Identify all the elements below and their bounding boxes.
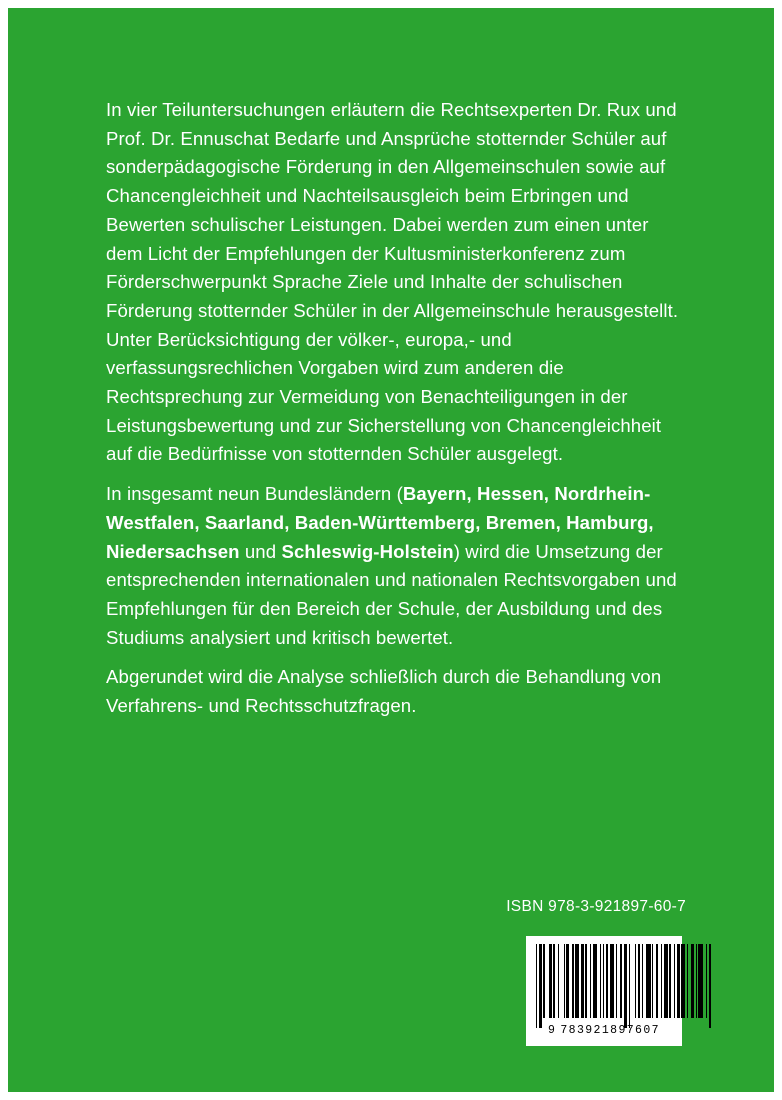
barcode-bar bbox=[575, 944, 579, 1018]
barcode-bar bbox=[646, 944, 650, 1018]
barcode-bar bbox=[572, 944, 573, 1018]
barcode-bar bbox=[691, 944, 694, 1018]
barcode-digits bbox=[526, 1024, 682, 1037]
blurb-text: Abgerundet wird die Analyse schließlich durch die Behandlung von Verfahrens- und Rechtsschutzfragen. bbox=[106, 666, 662, 717]
barcode-bar bbox=[620, 944, 621, 1018]
barcode-bar bbox=[553, 944, 554, 1018]
barcode-bar bbox=[536, 944, 537, 1028]
blurb-text: In insgesamt neun Bundesländern ( bbox=[106, 483, 403, 505]
barcode-bar bbox=[610, 944, 614, 1018]
barcode-bar bbox=[696, 944, 697, 1018]
barcode-bar bbox=[549, 944, 552, 1018]
barcode-bar bbox=[706, 944, 707, 1018]
blurb-text: und bbox=[239, 540, 282, 562]
blurb-emphasis: Schleswig-Holstein bbox=[281, 540, 454, 562]
barcode-bar bbox=[558, 944, 559, 1018]
barcode-bar bbox=[593, 944, 597, 1018]
barcode-bar bbox=[635, 944, 636, 1018]
barcode-bar bbox=[539, 944, 542, 1028]
barcode-bar bbox=[543, 944, 544, 1018]
barcode-bar bbox=[652, 944, 653, 1018]
barcode-lead-digit: 9 bbox=[548, 1024, 557, 1037]
book-back-cover bbox=[8, 8, 774, 1092]
barcode-bar bbox=[581, 944, 584, 1018]
blurb-paragraph-1 bbox=[106, 96, 686, 469]
blurb-text-block bbox=[106, 96, 686, 721]
barcode-bar bbox=[616, 944, 617, 1018]
barcode-bar bbox=[566, 944, 569, 1018]
barcode-bar bbox=[629, 944, 630, 1028]
barcode-bars bbox=[536, 944, 672, 1018]
barcode-bar bbox=[564, 944, 565, 1018]
barcode-bar bbox=[709, 944, 712, 1028]
blurb-emphasis: Bayern, Hessen, Nordrhein-Westfalen, Saarland, Baden-Württemberg, Bremen, Hamburg, Niedersachsen bbox=[106, 483, 654, 562]
barcode-right-group: 897607 bbox=[610, 1024, 660, 1037]
barcode-bar bbox=[656, 944, 657, 1018]
barcode-bar bbox=[603, 944, 604, 1018]
blurb-text: ) wird die Umsetzung der entsprechenden internationalen und nationalen Rechtsvorgaben und Empfehlungen für den Bereich der Schule, der Ausbildung und des Studiums analysiert und kritisch bewertet. bbox=[106, 540, 677, 648]
barcode-bar bbox=[661, 944, 662, 1018]
barcode-left-group: 783921 bbox=[560, 1024, 611, 1037]
barcode-bar bbox=[677, 944, 680, 1018]
barcode-bar bbox=[681, 944, 685, 1018]
isbn-text: ISBN 978-3-921897-60-7 bbox=[506, 898, 686, 915]
barcode-bar bbox=[585, 944, 586, 1018]
barcode-bar bbox=[590, 944, 591, 1018]
blurb-paragraph-2 bbox=[106, 480, 686, 652]
barcode-bar bbox=[642, 944, 643, 1018]
barcode bbox=[526, 936, 682, 1046]
barcode-bar bbox=[600, 944, 601, 1018]
blurb-text: In vier Teiluntersuchungen erläutern die Rechtsexperten Dr. Rux und Prof. Dr. Ennuschat Bedarfe und Ansprüche stotternder Schüler auf sonderpädagogische Förderung in den Allgemeinschulen sowie auf Chancengleichheit und Nachteilsausgleich beim Erbringen und Bewerten schulischer Leistungen. Dabei werden zum einen unter dem Licht der Empfehlungen der Kultusministerkonferenz zum Förderschwerpunkt Sprache Ziele und Inhalte der schulischen Förderung stotternder Schüler in der Allgemeinschule herausgestellt. Unter Berücksichtigung der völker-, europa,- und verfassungsrechlichen Vorgaben wird zum anderen die Rechtsprechung zur Vermeidung von Benachteiligungen in der Leistungsbewertung und zur Sicherstellung von Chancengleichheit auf die Bedürfnisse von stotternden Schüler ausgelegt. bbox=[106, 99, 679, 465]
barcode-bar bbox=[664, 944, 668, 1018]
barcode-bar bbox=[606, 944, 609, 1018]
barcode-bar bbox=[669, 944, 670, 1018]
barcode-bar bbox=[674, 944, 675, 1018]
barcode-bar bbox=[698, 944, 702, 1018]
barcode-bar bbox=[624, 944, 627, 1028]
barcode-bar bbox=[687, 944, 688, 1018]
barcode-bar bbox=[638, 944, 641, 1018]
blurb-paragraph-3 bbox=[106, 663, 686, 720]
